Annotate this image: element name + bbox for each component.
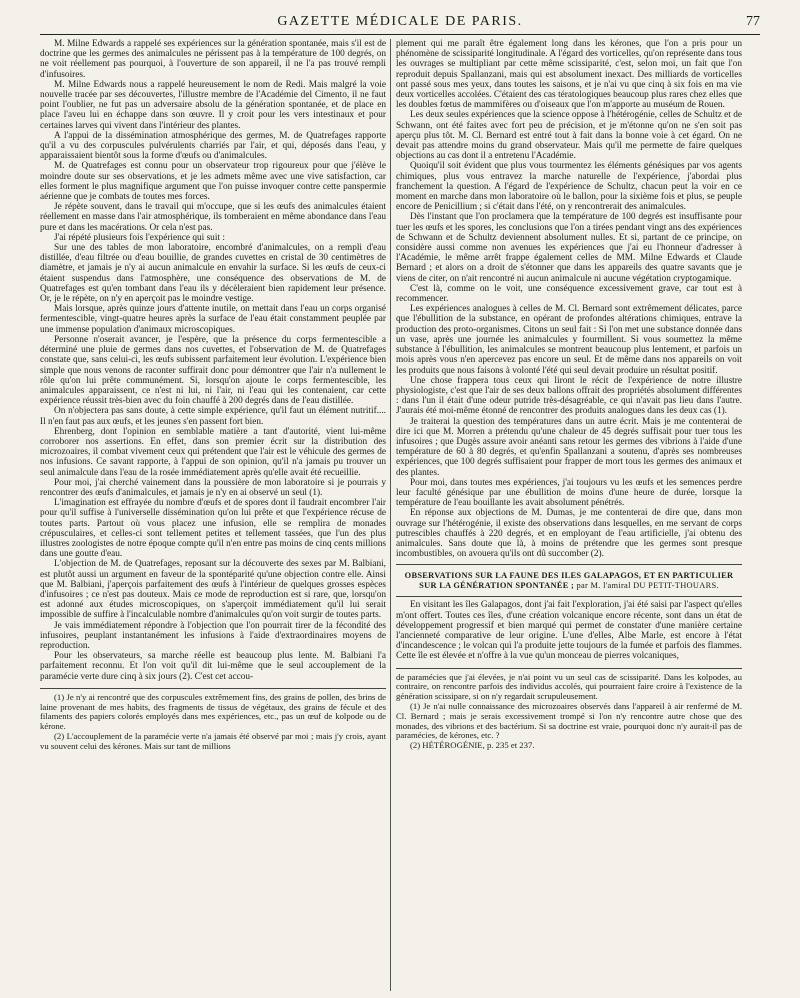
paragraph: Pour les observateurs, sa marche réelle est beaucoup plus lente. M. Balbiani l'a parfaitement reconnu. Et l'on voit qu'il dit lui-même que le seul accouplement de la paramécie verte dure cinq à six jours (2). C'est cet accou- [40, 651, 386, 682]
section-body [396, 600, 742, 661]
right-column-footnotes [396, 673, 742, 751]
paragraph: Sur une des tables de mon laboratoire, encombré d'animalcules, on a rempli d'eau distillée, d'eau filtrée ou d'eau bouillie, de grandes cuvettes en cristal de 30 centimètres de diamètre, et jamais je n'y ai aucun animalcule en envahir la surface. Si les œufs de ceux-ci étaient suspendus dans l'atmosphère, une conséquence des observations de M. de Quatrefages est qu'en tombant dans l'eau ils y décèleraient bien rapidement leur présence. Or, je le répète, on n'y en aperçoit pas le moindre vestige. [40, 243, 386, 305]
left-column-footnotes [40, 693, 386, 752]
footnote-rule-right [396, 668, 742, 669]
paragraph: J'ai répété plusieurs fois l'expérience qui suit : [54, 232, 225, 243]
paragraph: plement qui me paraît être également long dans les kérones, que l'on a pris pour un phénomène de scissiparité longitudinale. A l'égard des vorticelles, qu'on représente dans tous les ouvrages se multipliant par cette même scissiparité, c'est, selon moi, un fait que l'on reproduit depuis Spallanzani, mais qui est absolument inexact. Des milliards de vorticelles ont passé sous mes yeux, dans toutes les saisons, et je n'ai vu que cinq à six fois en ma vie deux vorticelles accolées. C'étaient des cas tératologiques beaucoup plus rares chez elles que les doubles fœtus de mammifères ou d'oiseaux que l'on m'apporte au muséum de Rouen. [396, 39, 742, 111]
paragraph: En réponse aux objections de M. Dumas, je me contenterai de dire que, dans mon ouvrage sur l'hétérogénie, il existe des observations dans lesquelles, en me servant de corps putrescibles chauffés à 220 degrés, et en employant de l'eau artificielle, j'ai obtenu des animalcules. Sans doute que là, à moins de prétendre que les germes sont presque incombustibles, on avouera qu'ils ont dû succomber (2). [396, 508, 742, 560]
paragraph: Une chose frappera tous ceux qui liront le récit de l'expérience de notre illustre physiologiste, c'est que l'air de ses deux ballons offrait des propriétés absolument différentes : dans l'un il était d'une odeur putride très-désagréable, ce qui n'avait pas lieu dans l'autre. J'aurais été moi-même étonné de rencontrer des produits analogues dans les deux cas (1). [396, 375, 742, 417]
paragraph: Mais lorsque, après quinze jours d'attente inutile, on mettait dans l'eau un corps organisé fermentescible, vingt-quatre heures après la surface de l'eau était constamment peuplée par une immense population d'animaux microscopiques. [40, 304, 386, 335]
text-columns [40, 39, 760, 991]
section-byline: par M. l'amiral DU PETIT-THOUARS. [576, 581, 719, 591]
footnote: de paramécies que j'ai élevées, je n'ai point vu un seul cas de scissiparité. Dans les kolpodes, au contraire, on rencontre parfois des individus accolés, qui pourraient faire croire à l'existence de la génération scissipare, si on n'y regardait scrupuleusement. [396, 671, 742, 702]
paragraph: Dès l'instant que l'on proclamera que la température de 100 degrés est insuffisante pour tuer les œufs et les spores, les conclusions que l'on a tirées pendant vingt ans des expériences de Schwann et de Schultz deviennent absolument nulles. Et si, partant de ce principe, on considère aussi comme non avenues les expériences que j'ai eu l'honneur d'adresser à l'Académie, le même arrêt frappe également celles de MM. Milne Edwards et Claude Bernard ; et alors on a droit de s'étonner que dans les appareils des quatre savants que je viens de citer, on n'ait rencontré ni aucun animalcule ni aucune végétation cryptogamique. [396, 212, 742, 284]
paragraph: Ehrenberg, dont l'opinion en semblable matière a tant d'autorité, vient lui-même corroborer nos assertions. En effet, dans son premier écrit sur la distribution des microzoaires, il combat vivement ceux qui prétendent que l'air est le véhicule des germes de nos infusions. Ce savant rapporte, à l'appui de son opinion, qu'il n'a jamais pu trouver un seul animalcule dans l'eau de la rosée immédiatement après qu'elle avait été recueillie. [40, 426, 386, 478]
paragraph: M. Milne Edwards nous a rappelé heureusement le nom de Redi. Mais malgré la voie nouvelle tracée par ses découvertes, l'illustre membre de l'Académie del Cimento, il ne faut point l'oublier, ne fut pas un adversaire absolu de la génération spontanée, et de place en place l'aveu lui en échappe dans son œuvre. Il y croit pour les vers intestinaux et pour certaines larves qui vivent dans l'intérieur des plantes. [40, 79, 386, 131]
paragraph: L'objection de M. de Quatrefages, reposant sur la découverte des sexes par M. Balbiani, est plutôt aussi un argument en faveur de la spontéparité qu'une objection contre elle. Ainsi que M. Balbiani, j'aperçois parfaitement des œufs à l'intérieur de quelques grosses espèces d'infusoires ; ce n'est pas douteux. Mais ce mode de reproduction est si rare, que, lorsqu'on est adonné aux études microscopiques, on s'aperçoit immédiatement qu'il lui serait impossible de suffire à l'incalculable nombre d'animalcules qu'on voit surgir de toutes parts. [40, 559, 386, 621]
paragraph: Quoiqu'il soit évident que plus vous tourmentez les éléments génésiques par vos agents chimiques, plus vous entravez la marche naturelle de l'expérience, j'abordai plus franchement la question. A l'égard de l'expérience de Schultz, chacun peut la voir en ce moment en marche dans mon laboratoire où le ballon, pour la sixième fois et plus, se peuple encore de Penicillium ; si c'était dans l'été, on y rencontrerait des animalcules. [396, 161, 742, 213]
footnote: (2) L'accouplement de la paramécie verte n'a jamais été observé par moi ; mais j'y crois, ayant vu souvent celui des kérones. Mais sur tant de millions [40, 730, 386, 751]
paragraph: On n'objectera pas sans doute, à cette simple expérience, qu'il faut un élément nutritif.... Il n'en faut pas aux œufs, et les jeunes s'en passent fort bien. [40, 406, 386, 427]
footnote-rule-left [40, 688, 386, 689]
paragraph: C'est là, comme on le voit, une conséquence excessivement grave, car tout est à recommencer. [396, 283, 742, 305]
paragraph: Pour moi, j'ai cherché vainement dans la poussière de mon laboratoire si je pourrais y rencontrer des œufs d'animalcules, et jamais je n'y en ai observé un seul (1). [40, 477, 386, 498]
paragraph: Je répète souvent, dans le travail qui m'occupe, que si les œufs des animalcules étaient réellement en masse dans l'air atmosphérique, ils tomberaient en même abondance dans l'eau pure et dans les macérations. Or cela n'est pas. [40, 202, 386, 233]
footnote: (1) Je n'ai nulle connaissance des microzoaires observés dans l'appareil à air renfermé de M. Cl. Bernard ; mais je serais excessivement trompé si l'on n'y rencontre autre chose que des monades, des vibrions et des bactérium. Si sa doctrine est vraie, pourquoi donc n'y aurait-il pas de paramécies, de kérones, etc. ? [396, 700, 742, 741]
paragraph: L'imagination est effrayée du nombre d'œufs et de spores dont il faudrait encombrer l'air pour qu'il suffise à l'universelle dissémination qu'on lui prête et que l'expérience récuse de toutes parts. Partout où vous placez une infusion, elle se remplira de monades crépusculaires, et celles-ci sont tellement petites et tellement tassées, que l'un des plus illustres zoologistes de notre époque compte qu'il n'en entre pas moins de cinq cents millions dans une goutte d'eau. [40, 498, 386, 560]
paragraph: En visitant les îles Galapagos, dont j'ai fait l'exploration, j'ai été saisi par l'aspect qu'elles m'ont offert. Toutes ces îles, d'une création volcanique encore récente, sont dans un état de développement progressif et bien marqué qui permet de constater d'une manière certaine l'ancienneté comparative de leur origine. L'une d'elles, Albe Marle, est encore à l'état d'incandescence ; le volcan qui l'a produite jette toujours de la fumée et parfois des flammes. Cette île est élevée et n'offre à la vue qu'un monceau de pierres volcaniques, [396, 600, 742, 662]
column-divider [390, 39, 391, 991]
section-rule-bottom [396, 596, 742, 597]
publication-title: GAZETTE MÉDICALE DE PARIS. [277, 14, 523, 29]
paragraph: Personne n'oserait avancer, je l'espère, que la présence du corps fermentescible a déterminé une pluie de germes dans nos cuvettes, et l'observation de M. de Quatrefages constate que, sans celui-ci, les œufs subissent parfaitement leur évolution. L'expérience bien simple que nous venons de raconter suffirait donc pour démontrer que l'air n'a nullement le rôle qu'on lui prête communément. Si, lorsqu'on ajoute le corps fermentescible, les animalcules apparaissent, ce n'est ni lui, ni l'air, ni l'eau qui les contenaient, car cette expérience réussit très-bien avec du foin chauffé à 200 degrés dans de l'eau distillée. [40, 334, 386, 407]
header-rule [40, 34, 760, 35]
right-column-body [396, 39, 742, 559]
paragraph: Je vais immédiatement répondre à l'objection que l'on pourrait tirer de la fécondité des infusoires, peuplant instantanément les infusions à l'aide d'extraordinaires moyens de reproduction. [40, 620, 386, 651]
paragraph: M. de Quatrefages est connu pour un observateur trop rigoureux pour que j'élève le moindre doute sur ses observations, et je les admets même avec une vive satisfaction, car elles forment le plus magnifique argument que l'on puisse invoquer contre cette panspermie aérienne que je combats de toutes mes forces. [40, 161, 386, 203]
page-header [40, 10, 760, 34]
section-title: OBSERVATIONS SUR LA FAUNE DES ILES GALAPAGOS, ET EN PARTICULIER SUR LA GÉNÉRATION SPONTANÉE ; [404, 571, 734, 591]
section-heading [396, 571, 742, 591]
section-rule-top [396, 564, 742, 565]
footnote: (2) HÉTÉROGÉNIE, p. 235 et 237. [410, 740, 535, 751]
left-column-body [40, 39, 386, 682]
left-column [40, 39, 386, 991]
paragraph: Les expériences analogues à celles de M. Cl. Bernard sont extrêmement délicates, parce que l'ébullition de la substance, en opérant de profondes altérations chimiques, entrave la production des proto-organismes. Citons un seul fait : Si l'on met une substance donnée dans un vase, après une journée les animalcules y fourmillent. Si vous soumettez la même substance à l'ébullition, les animalcules se montrent beaucoup plus lentement, et parfois un mois après vous n'en apercevez pas encore un seul. Et de même dans nos appareils on voit les produits que nous faisons à volonté l'été qui seul devait produire un résultat positif. [396, 304, 742, 376]
right-column [396, 39, 742, 991]
paragraph: Pour moi, dans toutes mes expériences, j'ai toujours vu les œufs et les semences perdre leur faculté génésique par une ébullition de moins d'une heure de durée, lorsque la température de l'eau bouillante les avait absolument pénétrés. [396, 477, 742, 509]
paragraph: Je traiterai la question des températures dans un autre écrit. Mais je me contenterai de dire ici que M. Morren a prétendu qu'une chaleur de 45 degrés suffisait pour tuer tous les infusoires ; que Dugès assure avoir anéanti sans retour les germes des vibrions à l'aide d'une température de 60 à 80 degrés, et qu'enfin Spallanzani a soutenu, d'après ses nombreuses expériences, que 100 degrés suffisaient pour frapper de mort tous les germes des animaux et des plantes. [396, 416, 742, 478]
footnote: (1) Je n'y ai rencontré que des corpuscules extrêmement fins, des grains de pollen, des brins de laine provenant de mes habits, des fragments de tissus de végétaux, des grains de fécule et des filaments des papiers colorés employés dans mes expériences, etc., pas un œuf de kolpode ou de kérone. [40, 691, 386, 732]
page-number: 77 [746, 14, 760, 29]
paragraph: M. Milne Edwards a rappelé ses expériences sur la génération spontanée, mais s'il est de doctrine que les germes des animalcules ne périssent pas à la température de 100 degrés, on ne voit réellement pas pourquoi, à l'ouverture de son appareil, il ne l'a pas trouvé rempli d'infusoires. [40, 39, 386, 80]
paragraph: Les deux seules expériences que la science oppose à l'hétérogénie, celles de Schultz et de Schwann, ont été faites avec fort peu de précision, et je m'étonne qu'on ne s'en soit pas aperçu plus tôt. M. Cl. Bernard est entré tout à fait dans la bonne voie à cet égard. On ne devait pas attendre moins du grand observateur. Mais qu'il me permette de faire quelques objections au cas dont il a entretenu l'Académie. [396, 110, 742, 162]
paragraph: A l'appui de la dissémination atmosphérique des germes, M. de Quatrefages rapporte qu'il a vu des corpuscules pulvérulents charriés par l'air, et qui, déposés dans l'eau, y apparaissaient bientôt sous la forme d'œufs ou d'animalcules. [40, 130, 386, 162]
